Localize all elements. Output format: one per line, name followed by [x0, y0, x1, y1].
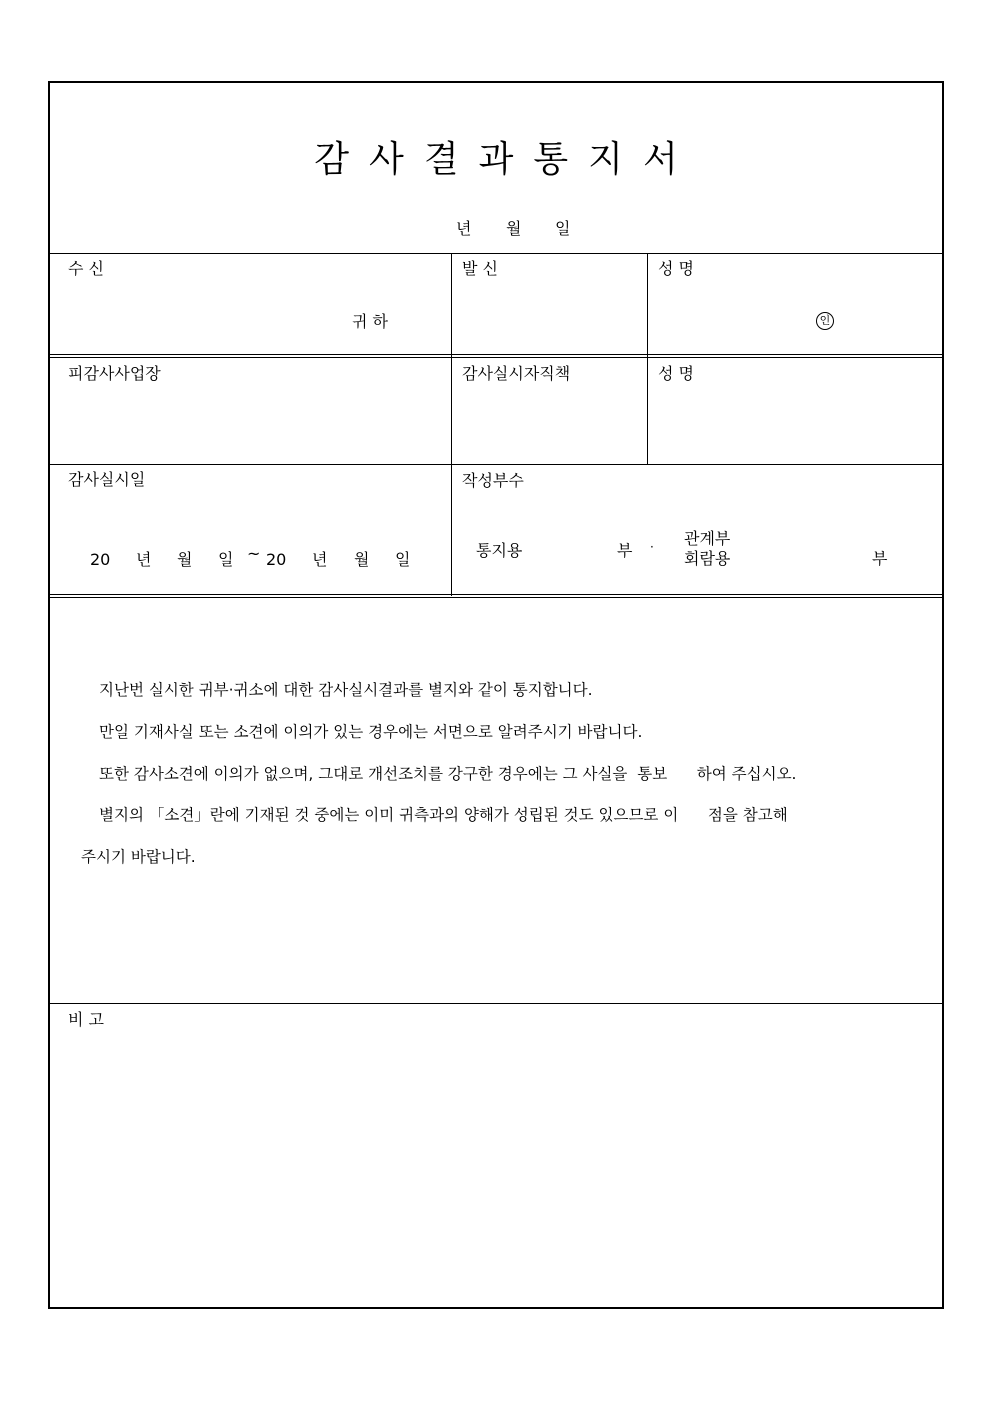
sender-label: 발 신 — [462, 259, 498, 278]
title-char: 감 — [314, 139, 350, 180]
period-start-year-prefix: 20 — [90, 550, 111, 569]
period-month: 월 — [177, 550, 193, 569]
period-year: 년 — [136, 550, 152, 569]
column-divider — [647, 253, 648, 464]
divider — [50, 1003, 942, 1004]
divider — [50, 354, 942, 355]
title-char: 과 — [478, 139, 514, 180]
period-day: 일 — [218, 550, 234, 569]
circulation-label: 회람용 — [684, 549, 731, 568]
auditor-name-label: 성 명 — [658, 364, 694, 383]
title-char: 사 — [369, 139, 404, 180]
recipient-label: 수 신 — [68, 259, 104, 278]
body-line-1: 지난번 실시한 귀부·귀소에 대한 감사실시결과를 별지와 같이 통지합니다. — [99, 681, 593, 699]
divider — [50, 594, 942, 595]
period-end-year-prefix: 20 — [266, 550, 287, 569]
audit-result-notice-form — [48, 81, 944, 1309]
date-month-label: 월 — [506, 219, 522, 238]
period-month-end: 월 — [354, 550, 370, 569]
body-line-2: 만일 기재사실 또는 소견에 이의가 있는 경우에는 서면으로 알려주시기 바랍니다. — [99, 723, 643, 741]
period-day-end: 일 — [395, 550, 411, 569]
title-char: 통 — [533, 139, 569, 180]
circulation-unit: 부 — [872, 549, 888, 568]
seal-mark: 인 — [816, 312, 834, 330]
column-divider — [451, 253, 452, 596]
form-title — [50, 131, 942, 182]
copies-label: 작성부수 — [462, 471, 524, 490]
notice-copy-unit: 부 — [617, 541, 633, 560]
auditee-site-label: 피감사사업장 — [68, 364, 161, 383]
auditor-title-label: 감사실시자직책 — [462, 364, 571, 383]
title-char: 서 — [642, 139, 678, 180]
divider — [50, 464, 942, 465]
title-char: 결 — [423, 139, 459, 180]
related-dept-label: 관계부 — [684, 529, 731, 548]
period-tilde: ~ — [247, 544, 261, 563]
separator-dot: · — [650, 540, 654, 554]
body-line-4: 별지의 「소견」란에 기재된 것 중에는 이미 귀측과의 양해가 성립된 것도 있으므로 이 점을 참고해 — [99, 806, 788, 824]
divider — [50, 357, 942, 358]
period-year-end: 년 — [312, 550, 328, 569]
divider — [50, 597, 942, 598]
name-label: 성 명 — [658, 259, 694, 278]
body-line-5: 주시기 바랍니다. — [81, 848, 196, 866]
notice-copy-label: 통지용 — [476, 541, 523, 560]
body-line-3: 또한 감사소견에 이의가 없으며, 그대로 개선조치를 강구한 경우에는 그 사실을 통보 하여 주십시오. — [99, 765, 797, 783]
recipient-suffix: 귀 하 — [352, 312, 388, 331]
divider — [50, 253, 942, 254]
remarks-label: 비 고 — [68, 1010, 104, 1029]
title-char: 지 — [588, 139, 623, 180]
date-day-label: 일 — [555, 219, 571, 238]
audit-date-label: 감사실시일 — [68, 470, 146, 489]
date-year-label: 년 — [456, 219, 472, 238]
